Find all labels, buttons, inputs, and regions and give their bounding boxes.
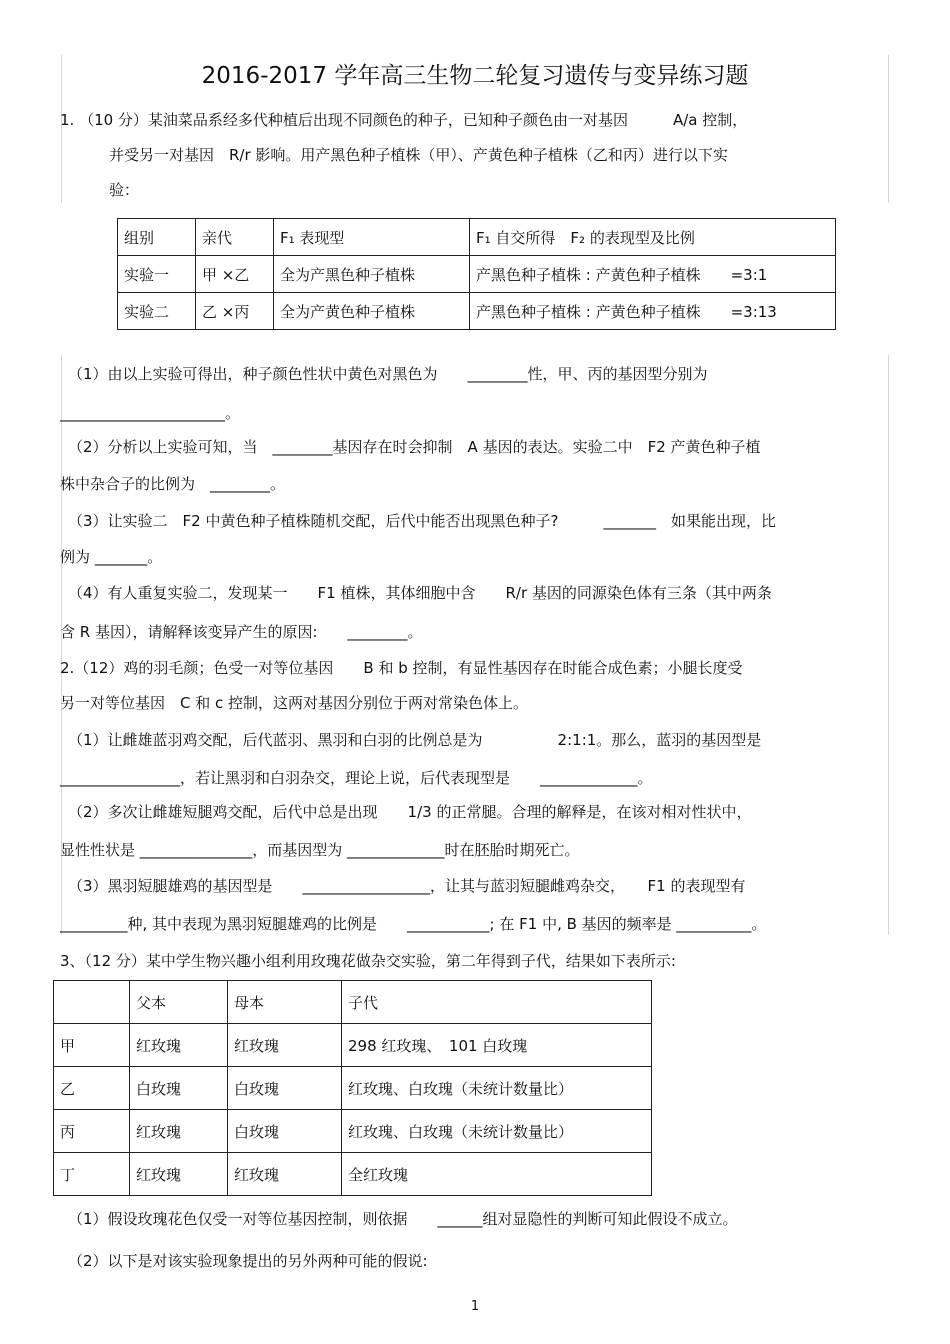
table-cell: 甲	[54, 1024, 130, 1067]
table-cell: 红玫瑰	[228, 1153, 342, 1196]
table-row	[54, 1067, 652, 1110]
table-header-cell: 母本	[228, 981, 342, 1024]
table-header-cell: 组别	[118, 219, 196, 256]
table-cell: 白玫瑰	[130, 1067, 228, 1110]
table-header-cell: 亲代	[196, 219, 274, 256]
q2-sub3-line-1: （3）黑羽短腿雄鸡的基因型是 _________________，让其与蓝羽短腿雌鸡杂交， F1 的表现型有	[68, 877, 746, 895]
q1-sub3-line-2: 例为 _______。	[60, 548, 163, 566]
q2-line-2: 另一对等位基因 C 和 c 控制，这两对基因分别位于两对常染色体上。	[60, 694, 529, 712]
q1-sub4-line-2: 含 R 基因），请解释该变异产生的原因: ________。	[60, 623, 423, 641]
margin-rule-right-mid	[888, 355, 889, 935]
table-cell: 白玫瑰	[228, 1110, 342, 1153]
table-cell: 全红玫瑰	[342, 1153, 652, 1196]
table-cell: 产黑色种子植株 : 产黄色种子植株 =3:13	[470, 293, 836, 330]
table-cell: 乙	[54, 1067, 130, 1110]
table-cell: 甲 ×乙	[196, 256, 274, 293]
q3-intro: 3、（12 分）某中学生物兴趣小组利用玫瑰花做杂交实验，第二年得到子代，结果如下表所示:	[60, 952, 676, 970]
table-cell: 白玫瑰	[228, 1067, 342, 1110]
q3-sub1-line: （1）假设玫瑰花色仅受一对等位基因控制，则依据 ______组对显隐性的判断可知此假设不成立。	[68, 1210, 738, 1228]
q1-sub2-line-2: 株中杂合子的比例为 ________。	[60, 475, 286, 493]
table-header-cell: F₁ 自交所得 F₂ 的表现型及比例	[470, 219, 836, 256]
q1-intro-line-1: 1. （10 分）某油菜品系经多代种植后出现不同颜色的种子，已知种子颜色由一对基因 A/a 控制，	[60, 111, 748, 129]
q3-rose-table	[53, 980, 652, 1196]
table-cell: 红玫瑰	[130, 1024, 228, 1067]
table-cell: 红玫瑰	[130, 1110, 228, 1153]
q1-sub1-line-2: ______________________。	[60, 404, 241, 422]
table-cell: 红玫瑰、白玫瑰（未统计数量比）	[342, 1110, 652, 1153]
table-row	[54, 1110, 652, 1153]
table-header-cell: 子代	[342, 981, 652, 1024]
table-cell: 丁	[54, 1153, 130, 1196]
q2-sub3-line-2: _________种, 其中表现为黑羽短腿雄鸡的比例是 ___________; 在 F1 中, B 基因的频率是 __________。	[60, 915, 767, 933]
q1-intro-line-2: 并受另一对基因 R/r 影响。用产黑色种子植株（甲）、产黄色种子植株（乙和丙）进行以下实	[109, 146, 728, 164]
q1-sub4-line-1: （4）有人重复实验二，发现某一 F1 植株，其体细胞中含 R/r 基因的同源染色体有三条（其中两条	[68, 584, 772, 602]
q3-sub2-line: （2）以下是对该实验现象提出的另外两种可能的假说:	[68, 1252, 428, 1270]
q2-sub1-line-2: ________________，若让黑羽和白羽杂交，理论上说，后代表现型是 _____________。	[60, 769, 653, 787]
table-cell: 298 红玫瑰、 101 白玫瑰	[342, 1024, 652, 1067]
table-row	[54, 981, 652, 1024]
table-row	[118, 293, 836, 330]
table-cell: 全为产黄色种子植株	[274, 293, 470, 330]
table-header-cell: F₁ 表现型	[274, 219, 470, 256]
q1-sub1-line-1: （1）由以上实验可得出，种子颜色性状中黄色对黑色为 ________性，甲、丙的基因型分别为	[68, 365, 708, 383]
table-cell: 实验一	[118, 256, 196, 293]
page-number: 1	[470, 1299, 480, 1314]
table-row	[54, 1024, 652, 1067]
q1-experiment-table	[117, 218, 836, 330]
q1-sub2-line-1: （2）分析以上实验可知，当 ________基因存在时会抑制 A 基因的表达。实验二中 F2 产黄色种子植	[68, 438, 761, 456]
table-cell: 红玫瑰、白玫瑰（未统计数量比）	[342, 1067, 652, 1110]
table-header-cell: 父本	[130, 981, 228, 1024]
table-row	[118, 219, 836, 256]
document-title: 2016-2017 学年高三生物二轮复习遗传与变异练习题	[201, 63, 749, 89]
table-cell: 产黑色种子植株 : 产黄色种子植株 =3:1	[470, 256, 836, 293]
q1-intro-line-3: 验：	[109, 181, 140, 199]
table-cell: 红玫瑰	[228, 1024, 342, 1067]
table-row	[118, 256, 836, 293]
q2-line-1: 2.（12）鸡的羽毛颜；色受一对等位基因 B 和 b 控制，有显性基因存在时能合成色素；小腿长度受	[60, 659, 743, 677]
table-cell: 实验二	[118, 293, 196, 330]
table-cell: 丙	[54, 1110, 130, 1153]
table-cell: 红玫瑰	[130, 1153, 228, 1196]
table-header-cell	[54, 981, 130, 1024]
table-cell: 乙 ×丙	[196, 293, 274, 330]
q2-sub1-line-1: （1）让雌雄蓝羽鸡交配，后代蓝羽、黑羽和白羽的比例总是为 2:1:1。那么，蓝羽的基因型是	[68, 731, 762, 749]
q2-sub2-line-1: （2）多次让雌雄短腿鸡交配，后代中总是出现 1/3 的正常腿。合理的解释是，在该对相对性状中，	[68, 803, 752, 821]
q2-sub2-line-2: 显性性状是 _______________，而基因型为 _____________时在胚胎时期死亡。	[60, 841, 580, 859]
table-row	[54, 1153, 652, 1196]
table-cell: 全为产黑色种子植株	[274, 256, 470, 293]
q1-sub3-line-1: （3）让实验二 F2 中黄色种子植株随机交配，后代中能否出现黑色种子? _______ 如果能出现，比	[68, 512, 776, 530]
